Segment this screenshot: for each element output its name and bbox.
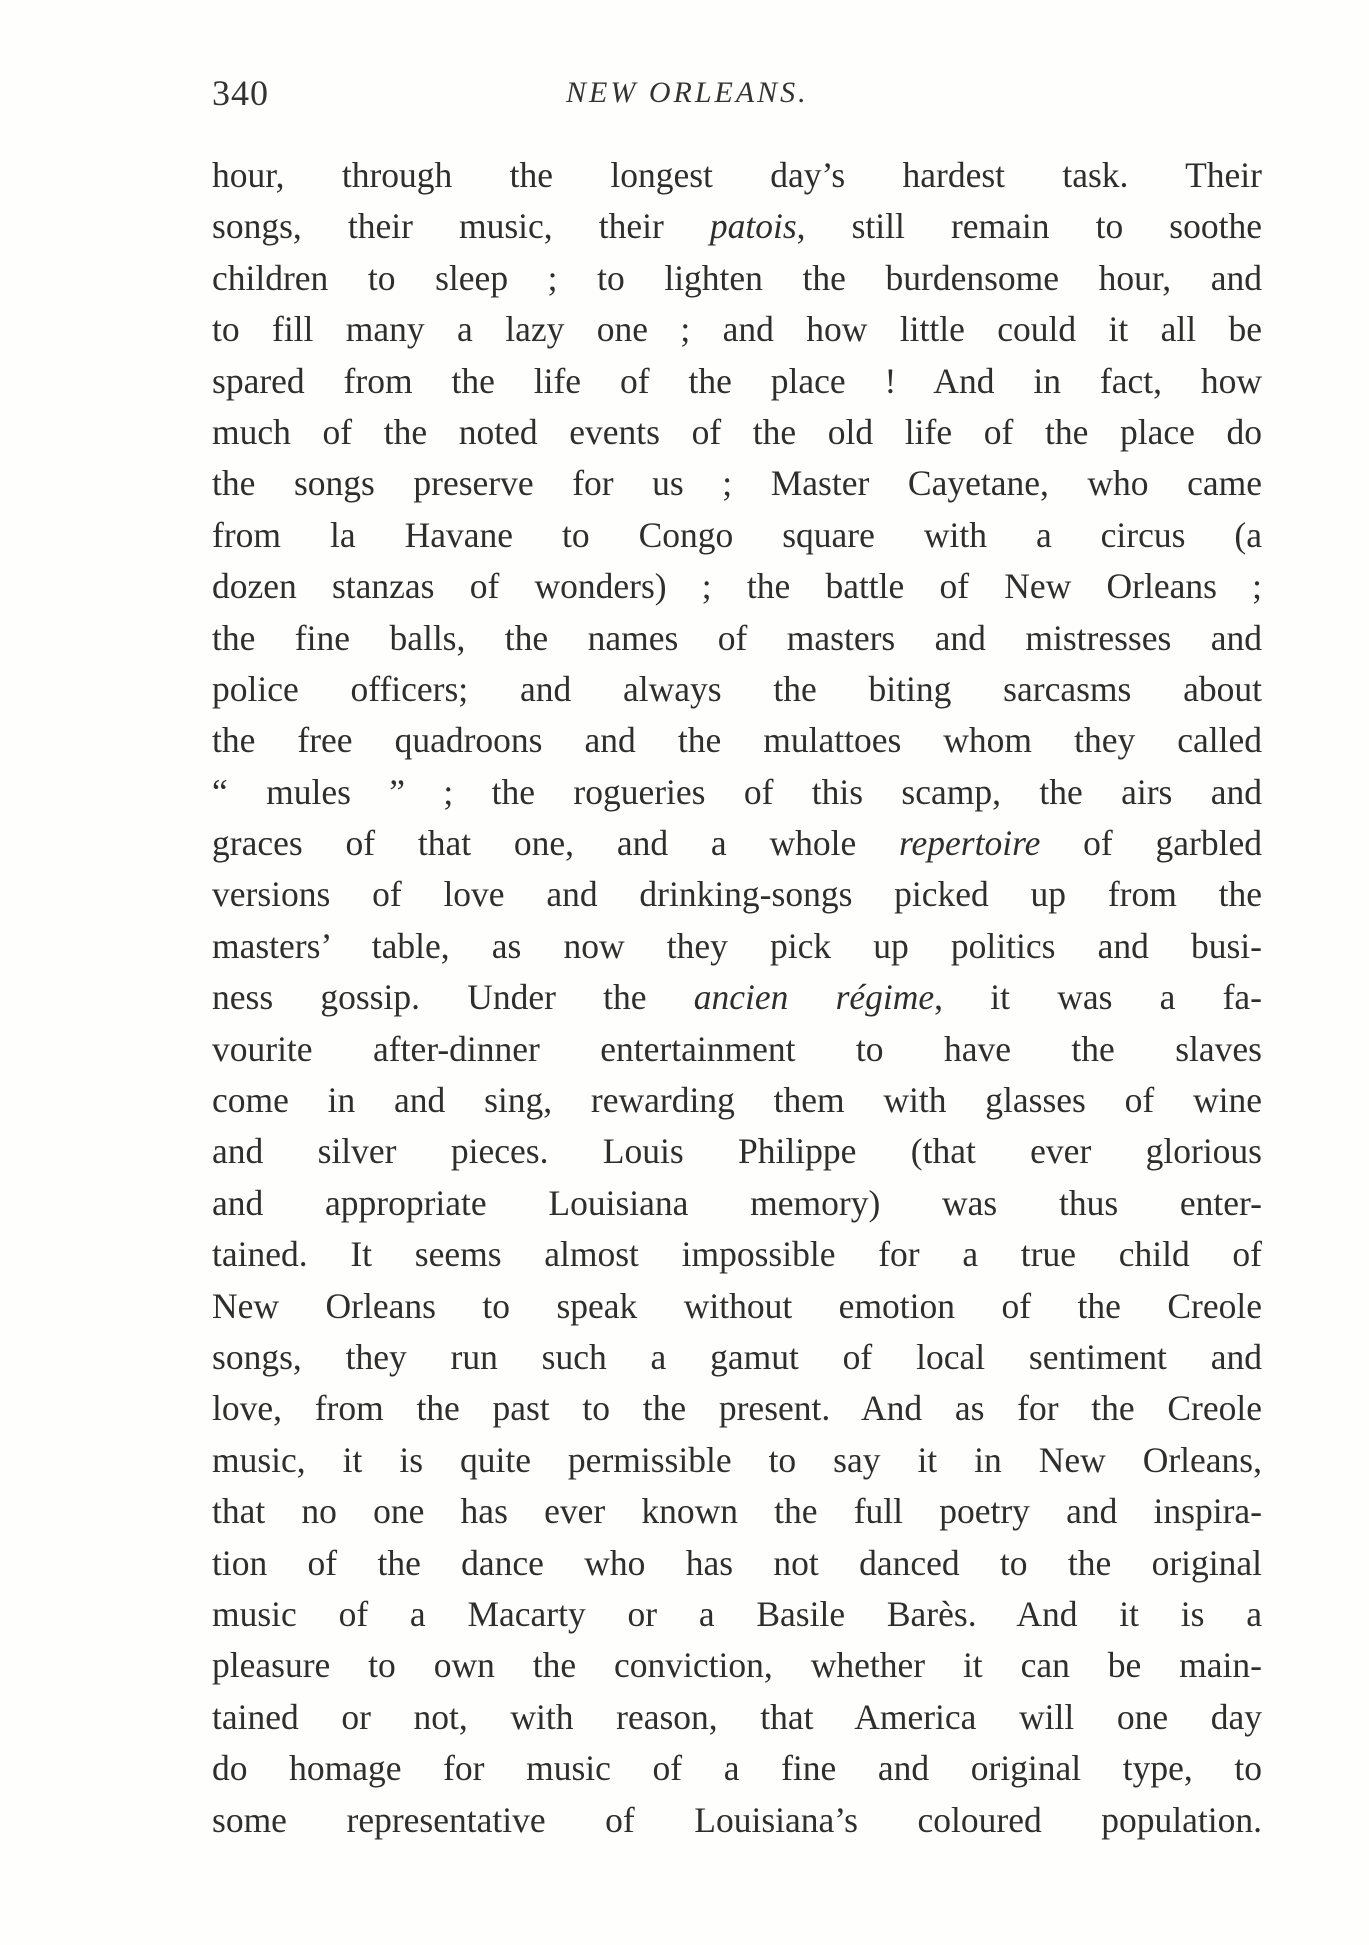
text-line: and silver pieces. Louis Philippe (that ever glorious bbox=[212, 1131, 1262, 1172]
text-line: versions of love and drinking-songs picked up from the bbox=[212, 874, 1262, 915]
text-line: dozen stanzas of wonders) ; the battle of New Orleans ; bbox=[212, 566, 1262, 607]
text-line: the songs preserve for us ; Master Cayetane, who came bbox=[212, 463, 1262, 504]
text-line: come in and sing, rewarding them with glasses of wine bbox=[212, 1080, 1262, 1121]
text-line: graces of that one, and a whole repertoire of garbled bbox=[212, 823, 1262, 864]
text-line: children to sleep ; to lighten the burdensome hour, and bbox=[212, 257, 1262, 298]
page-number: 340 bbox=[212, 73, 269, 113]
text-line: and appropriate Louisiana memory) was thus enter- bbox=[212, 1182, 1262, 1223]
text-line: police officers; and always the biting sarcasms about bbox=[212, 668, 1262, 709]
text-line: love, from the past to the present. And as for the Creole bbox=[212, 1388, 1262, 1429]
text-line: songs, they run such a gamut of local sentiment and bbox=[212, 1336, 1262, 1377]
text-line: much of the noted events of the old life of the place do bbox=[212, 411, 1262, 452]
text-line: music, it is quite permissible to say it in New Orleans, bbox=[212, 1439, 1262, 1480]
italic-phrase: repertoire bbox=[899, 823, 1041, 864]
text-line: masters’ table, as now they pick up politics and busi- bbox=[212, 925, 1262, 966]
running-title: NEW ORLEANS. bbox=[566, 76, 809, 109]
text-line: pleasure to own the conviction, whether it can be main- bbox=[212, 1645, 1262, 1686]
text-line: ness gossip. Under the ancien régime, it was a fa- bbox=[212, 977, 1262, 1018]
text-line: music of a Macarty or a Basile Barès. And it is a bbox=[212, 1593, 1262, 1634]
text-line: to fill many a lazy one ; and how little could it all be bbox=[212, 309, 1262, 350]
text-line: “ mules ” ; the rogueries of this scamp, the airs and bbox=[212, 771, 1262, 812]
text-line: spared from the life of the place ! And in fact, how bbox=[212, 360, 1262, 401]
text-line: tion of the dance who has not danced to the original bbox=[212, 1542, 1262, 1583]
text-line: from la Havane to Congo square with a circus (a bbox=[212, 514, 1262, 555]
text-line: vourite after-dinner entertainment to have the slaves bbox=[212, 1028, 1262, 1069]
text-line: songs, their music, their patois, still remain to soothe bbox=[212, 206, 1262, 247]
text-line: do homage for music of a fine and original type, to bbox=[212, 1748, 1262, 1789]
text-line: New Orleans to speak without emotion of the Creole bbox=[212, 1285, 1262, 1326]
italic-phrase: patois bbox=[709, 206, 797, 247]
text-line: some representative of Louisiana’s coloured population. bbox=[212, 1799, 1262, 1840]
text-line: the fine balls, the names of masters and mistresses and bbox=[212, 617, 1262, 658]
italic-phrase: ancien régime bbox=[693, 977, 935, 1018]
text-line: tained. It seems almost impossible for a true child of bbox=[212, 1234, 1262, 1275]
body-text bbox=[212, 150, 1262, 1846]
text-line: tained or not, with reason, that America will one day bbox=[212, 1696, 1262, 1737]
text-line: hour, through the longest day’s hardest task. Their bbox=[212, 155, 1262, 195]
text-line: the free quadroons and the mulattoes whom they called bbox=[212, 720, 1262, 761]
text-line: that no one has ever known the full poetry and inspira- bbox=[212, 1491, 1262, 1532]
page-header bbox=[212, 72, 1262, 122]
